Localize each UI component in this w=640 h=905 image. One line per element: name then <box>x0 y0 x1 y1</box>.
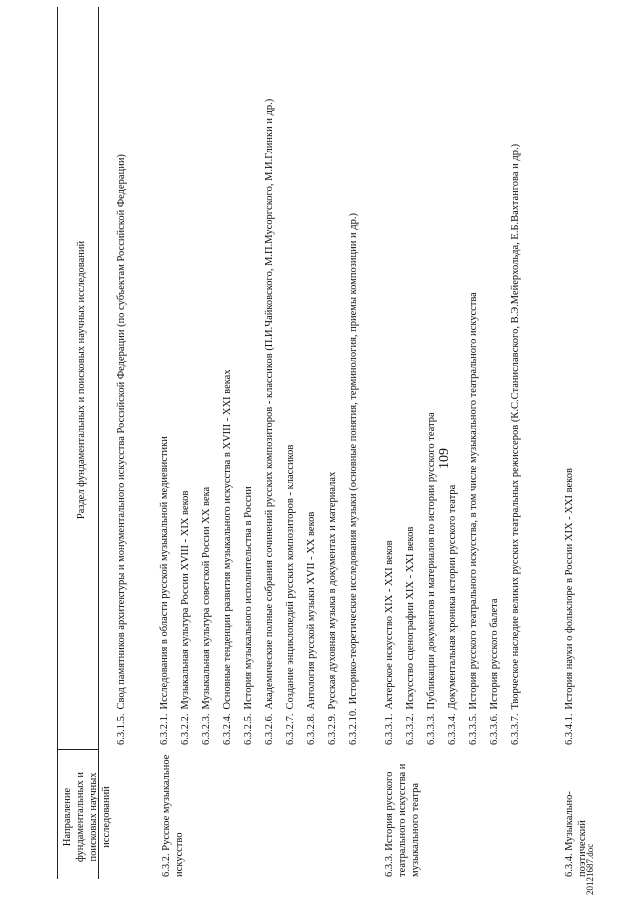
row-text: Свод памятников архитектуры и монументального искусства Российской Федерации (по субъектам Российской Федерации) <box>116 154 127 710</box>
table-row <box>383 15 396 745</box>
table-row <box>425 15 438 745</box>
table-row <box>347 15 360 745</box>
row-code: 6.3.2.4. <box>222 713 233 745</box>
row-text: Антология русской музыки XVII - XX веков <box>306 511 317 710</box>
row-code: 6.3.3.1. <box>384 713 395 745</box>
row-code: 6.3.2.5. <box>243 713 254 745</box>
row-text: Исследования в области русской музыкальной медиевистики <box>159 436 170 710</box>
table-row <box>200 15 213 745</box>
row-code: 6.3.3.6. <box>489 713 500 745</box>
row-code: 6.3.2.10. <box>348 708 359 745</box>
row-text: Творческое наследие великих русских театральных режиссеров (К.С.Станиславского, В.Э.Мейерхольда, Е.Б.Вахтангова и др.) <box>510 143 521 710</box>
row-code: 6.3.2.2. <box>180 713 191 745</box>
row-text: Основные тенденции развития музыкального искусства в XVIII - XXI веках <box>222 369 233 710</box>
row-code: 6.3.2.8. <box>306 713 317 745</box>
row-text: История музыкального исполнительства в России <box>243 486 254 710</box>
row-code: 6.3.3.3. <box>426 713 437 745</box>
row-text: Актерское искусство XIX - XXI веков <box>384 540 395 710</box>
table-row <box>467 15 480 745</box>
table-row <box>158 15 171 745</box>
table-row <box>179 15 192 745</box>
direction-folk: 6.3.4. Музыкально-поэтический <box>564 791 588 877</box>
direction-music: 6.3.2. Русское музыкальное искусство <box>161 754 185 877</box>
row-text: Искусство сценографии XIX - XXI веков <box>405 526 416 710</box>
table-column-divider <box>57 749 98 750</box>
direction-theatre: 6.3.3. История русского театрального искусства и музыкального театра <box>384 763 421 877</box>
rows-group-folk <box>563 15 576 745</box>
table-row <box>326 15 339 745</box>
row-text: Русская духовная музыка в документах и материалах <box>327 471 338 710</box>
table-row <box>404 15 417 745</box>
table-row <box>488 15 501 745</box>
row-text: Создание энциклопедий русских композиторов - классиков <box>285 444 296 710</box>
row-code: 6.3.2.7. <box>285 713 296 745</box>
row-code: 6.3.2.9. <box>327 713 338 745</box>
footer-code: 20121687.doc <box>585 843 595 895</box>
table-row <box>446 15 459 745</box>
table-row <box>305 15 318 745</box>
row-text: Музыкальная культура советской России XX века <box>201 486 212 710</box>
rows-group-music <box>158 15 360 745</box>
page-number: 109 <box>437 448 452 469</box>
row-text: История науки о фольклоре в России XIX - XXI веков <box>564 468 575 710</box>
row-text: Публикации документов и материалов по истории русского театра <box>426 412 437 710</box>
row-text: История русского театрального искусства, в том числе музыкального театрального искусства <box>468 292 479 710</box>
header-direction: Направление фундаментальных и поисковых научных исследований <box>62 772 112 863</box>
row-text: Документальная хроника истории русского театра <box>447 484 458 710</box>
table-row <box>221 15 234 745</box>
table-row <box>115 15 128 745</box>
row-code: 6.3.2.3. <box>201 713 212 745</box>
row-text: История русского балета <box>489 598 500 710</box>
header-section: Раздел фундаментальных и поисковых научных исследований <box>76 240 87 520</box>
rows-group-theatre <box>383 15 522 745</box>
row-text: Историко-теоретические исследования музыки (основные понятия, терминология, приемы композиции и др.) <box>348 213 359 705</box>
row-code: 6.3.3.4. <box>447 713 458 745</box>
row-code: 6.3.1.5. <box>116 713 127 745</box>
row-code: 6.3.2.1. <box>159 713 170 745</box>
table-row <box>263 15 276 745</box>
row-code: 6.3.4.1. <box>564 713 575 745</box>
table-row <box>242 15 255 745</box>
row-code: 6.3.2.6. <box>264 713 275 745</box>
table-row <box>563 15 576 745</box>
row-text: Музыкальная культура России XVIII - XIX веков <box>180 490 191 710</box>
table-row <box>284 15 297 745</box>
row-code: 6.3.3.2. <box>405 713 416 745</box>
row-code: 6.3.3.5. <box>468 713 479 745</box>
row-code: 6.3.3.7. <box>510 713 521 745</box>
table-header-border <box>98 7 99 879</box>
table-row <box>509 15 522 745</box>
rows-group-architecture <box>115 15 128 745</box>
row-text: Академические полные собрания сочинений русских композиторов - классиков (П.И.Чайковского, М.П.Мусоргского, М.И.Глинки и др.) <box>264 98 275 710</box>
